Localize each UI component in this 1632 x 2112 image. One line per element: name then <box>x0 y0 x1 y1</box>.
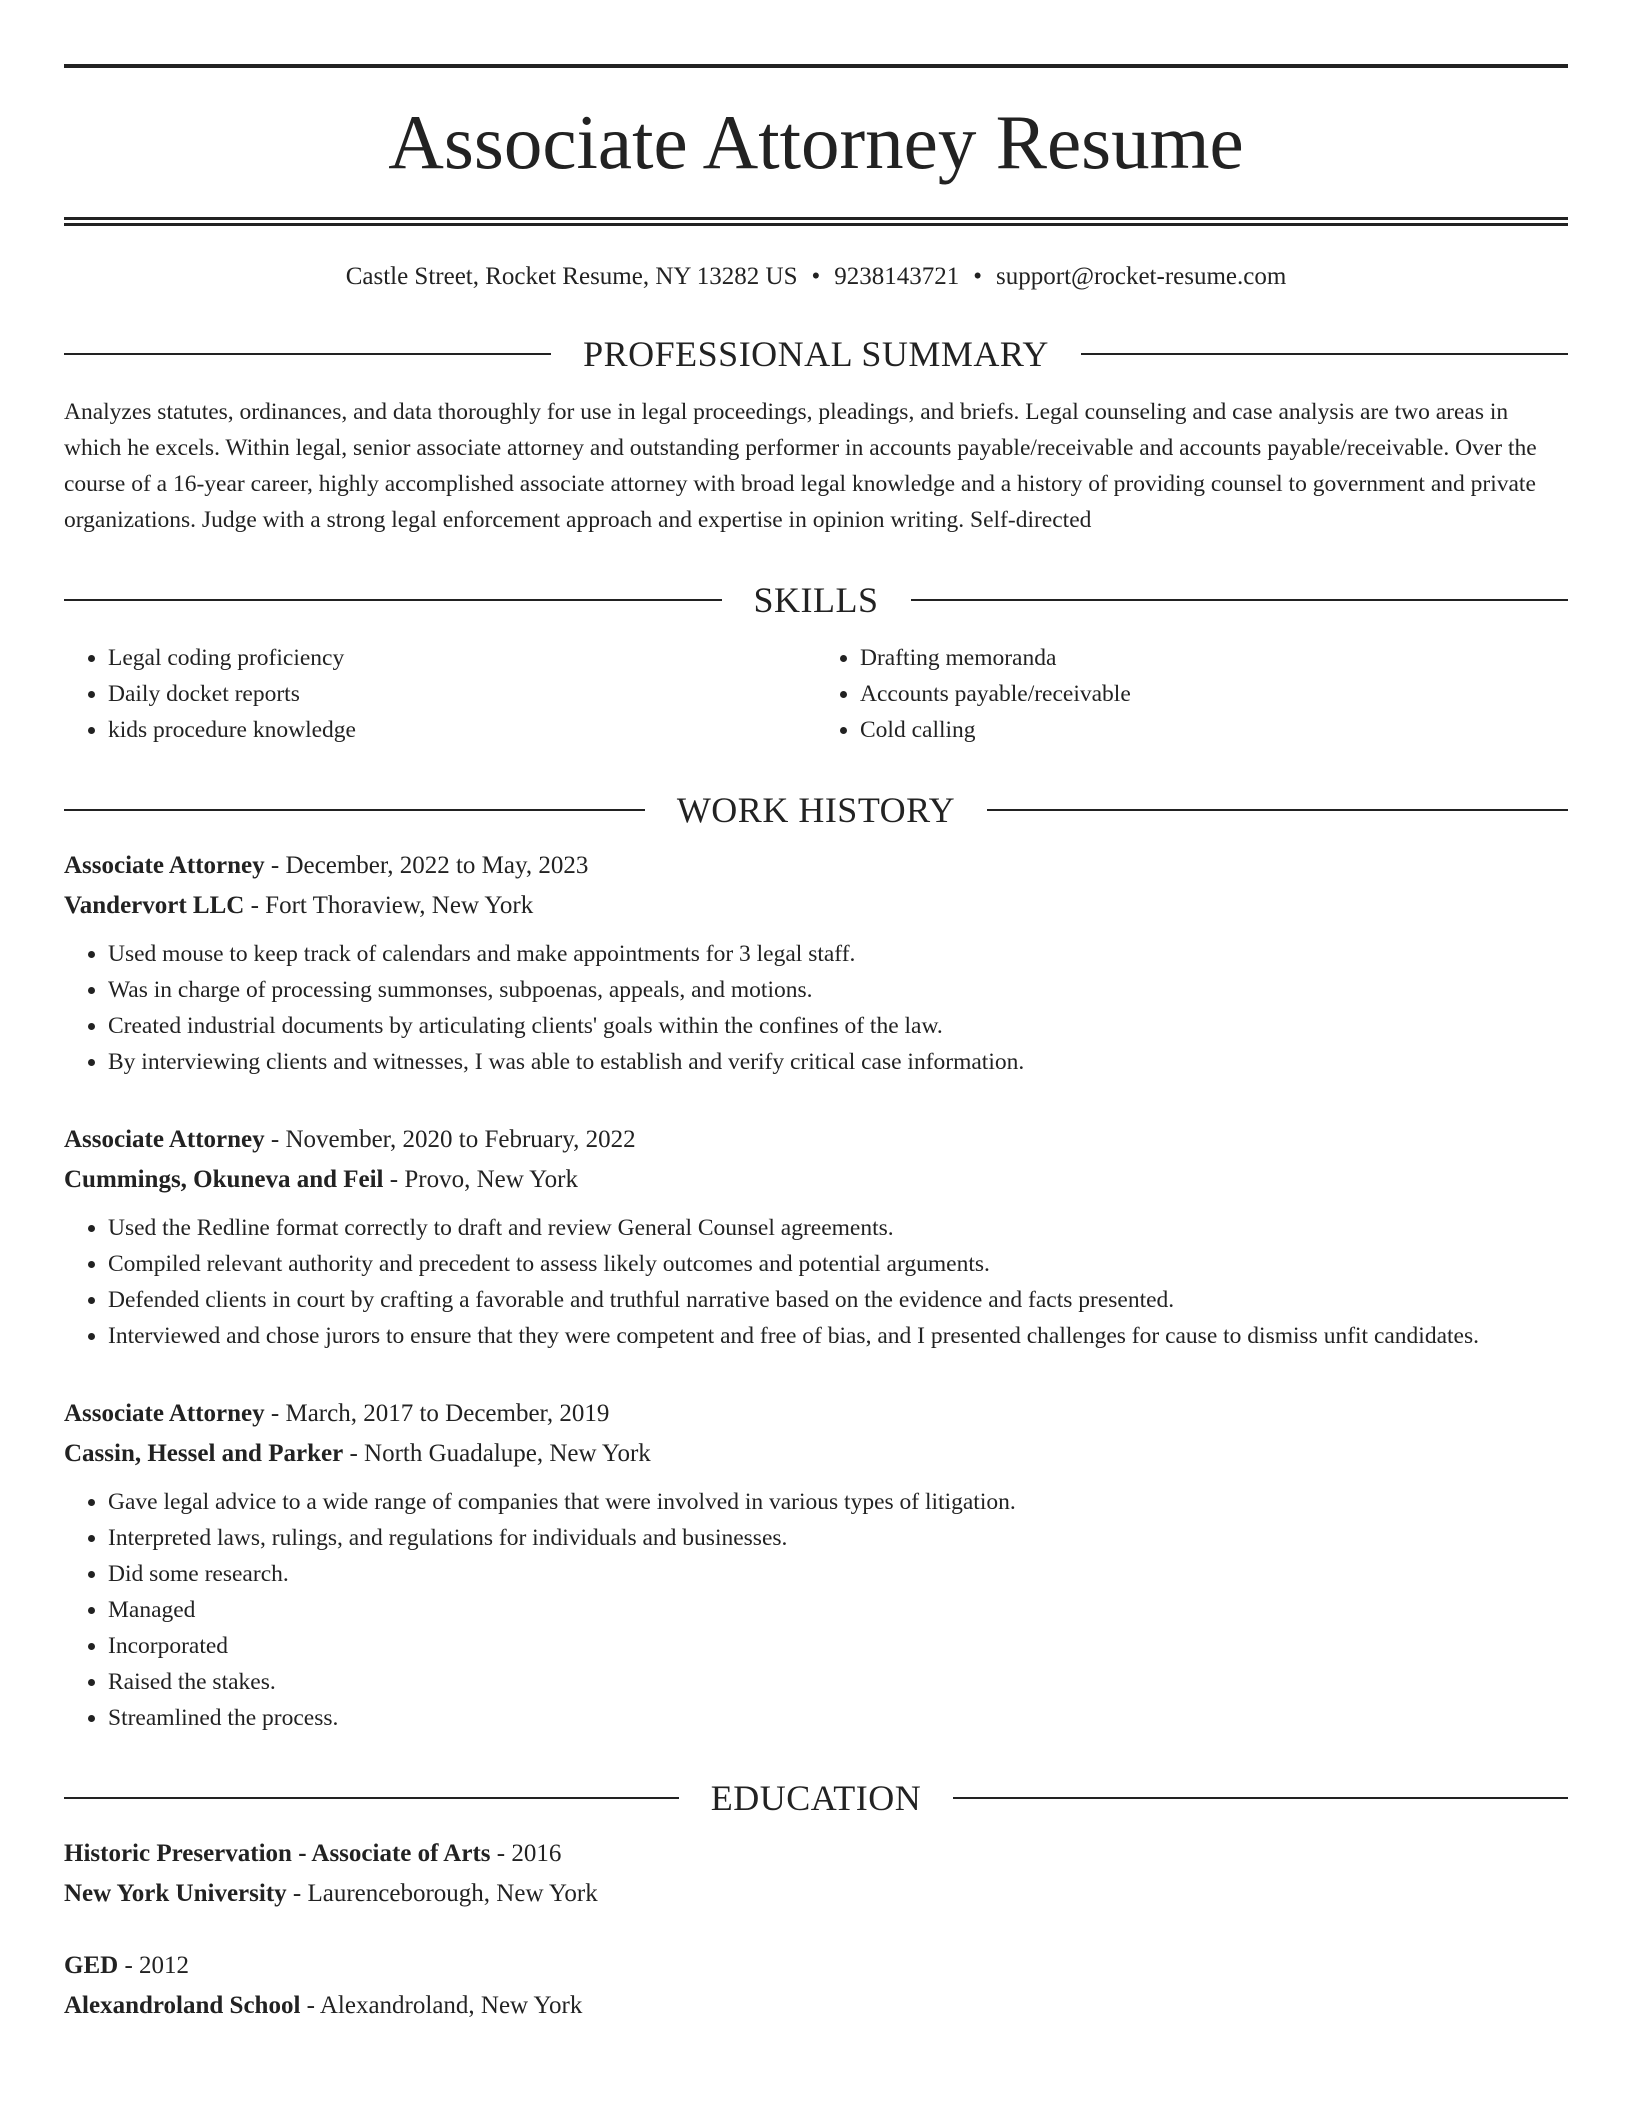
job-bullet: • Used mouse to keep track of calendars and make appointments for 3 legal staff. <box>108 936 1568 972</box>
heading-rule <box>64 353 551 355</box>
education-degree-line <box>64 1834 1568 1874</box>
job-title: Associate Attorney <box>64 1126 265 1153</box>
job-bullet: • Interviewed and chose jurors to ensure that they were competent and free of bias, and I presented challenges for cause to dismiss unfit candidates. <box>108 1318 1568 1354</box>
job-bullet: • By interviewing clients and witnesses, I was able to establish and verify critical case information. <box>108 1044 1568 1080</box>
job-company: Vandervort LLC <box>64 892 245 919</box>
heading-rule <box>1081 353 1568 355</box>
education-degree: Historic Preservation - Associate of Arts <box>64 1840 491 1867</box>
job-title: Associate Attorney <box>64 852 265 879</box>
job-bullet: • Created industrial documents by articulating clients' goals within the confines of the law. <box>108 1008 1568 1044</box>
education-school-line <box>64 1874 1568 1914</box>
skill-item: • Drafting memoranda <box>860 640 1568 676</box>
skill-item: • Legal coding proficiency <box>108 640 816 676</box>
job-bullet: • Used the Redline format correctly to draft and review General Counsel agreements. <box>108 1210 1568 1246</box>
job-entry <box>64 1120 1568 1354</box>
skill-item: • Accounts payable/receivable <box>860 676 1568 712</box>
job-company-line <box>64 1434 1568 1474</box>
top-rule <box>64 64 1568 68</box>
skill-item: • Daily docket reports <box>108 676 816 712</box>
job-bullet: • Streamlined the process. <box>108 1700 1568 1736</box>
job-location: - Provo, New York <box>383 1166 578 1193</box>
skills-column-left <box>64 640 816 748</box>
education-degree: GED <box>64 1952 119 1979</box>
skill-item: • Cold calling <box>860 712 1568 748</box>
heading-rule <box>911 599 1569 601</box>
job-entry <box>64 846 1568 1080</box>
contact-email[interactable]: support@rocket-resume.com <box>996 263 1287 290</box>
job-bullet: • Incorporated <box>108 1628 1568 1664</box>
education-year: - 2012 <box>118 1952 190 1979</box>
contact-phone: 9238143721 <box>834 263 960 290</box>
job-bullets <box>64 1210 1568 1354</box>
education-year: - 2016 <box>490 1840 562 1867</box>
job-dates: - March, 2017 to December, 2019 <box>264 1400 610 1427</box>
skill-item: • kids procedure knowledge <box>108 712 816 748</box>
work-heading-label: WORK HISTORY <box>676 790 956 830</box>
education-entry <box>64 1946 1568 2026</box>
job-company-line <box>64 886 1568 926</box>
job-title-line <box>64 1120 1568 1160</box>
contact-separator: • <box>811 263 821 290</box>
job-bullet: • Compiled relevant authority and precedent to assess likely outcomes and potential arguments. <box>108 1246 1568 1282</box>
summary-heading <box>64 336 1568 372</box>
heading-rule <box>953 1797 1568 1799</box>
job-dates: - December, 2022 to May, 2023 <box>264 852 589 879</box>
job-bullet: • Managed <box>108 1592 1568 1628</box>
job-bullet: • Was in charge of processing summonses, subpoenas, appeals, and motions. <box>108 972 1568 1008</box>
summary-text: Analyzes statutes, ordinances, and data thoroughly for use in legal proceedings, pleadings, and briefs. Legal counseling and case analysis are two areas in which he excels. Within legal, senior associate attorney and outstanding performer in accounts payable/receivable and accounts payable/receivable. Over the course of a 16-year career, highly accomplished associate attorney with broad legal knowledge and a history of providing counsel to government and private organizations. Judge with a strong legal enforcement approach and expertise in opinion writing. Self-directed <box>64 399 1537 533</box>
heading-rule <box>64 1797 679 1799</box>
skills-column-right <box>816 640 1568 748</box>
job-bullet: • Did some research. <box>108 1556 1568 1592</box>
job-bullets <box>64 1484 1568 1736</box>
job-bullet: • Defended clients in court by crafting a favorable and truthful narrative based on the evidence and facts presented. <box>108 1282 1568 1318</box>
contact-address: Castle Street, Rocket Resume, NY 13282 US <box>345 263 798 290</box>
heading-rule <box>64 599 722 601</box>
job-dates: - November, 2020 to February, 2022 <box>264 1126 636 1153</box>
education-school-line <box>64 1986 1568 2026</box>
education-heading-label: EDUCATION <box>710 1778 922 1818</box>
education-school: New York University <box>64 1880 287 1907</box>
job-bullet: • Raised the stakes. <box>108 1664 1568 1700</box>
page-title: Associate Attorney Resume <box>388 99 1244 185</box>
education-location: - Laurenceborough, New York <box>286 1880 598 1907</box>
education-degree-line <box>64 1946 1568 1986</box>
job-location: - North Guadalupe, New York <box>343 1440 651 1467</box>
education-school: Alexandroland School <box>64 1992 301 2019</box>
education-entry <box>64 1834 1568 1914</box>
heading-rule <box>987 809 1568 811</box>
double-rule <box>64 217 1568 226</box>
job-title: Associate Attorney <box>64 1400 265 1427</box>
job-bullets <box>64 936 1568 1080</box>
skills-list <box>64 640 1568 748</box>
education-location: - Alexandroland, New York <box>300 1992 583 2019</box>
job-bullet: • Gave legal advice to a wide range of companies that were involved in various types of litigation. <box>108 1484 1568 1520</box>
heading-rule <box>64 809 645 811</box>
contact-separator: • <box>973 263 983 290</box>
summary-heading-label: PROFESSIONAL SUMMARY <box>583 334 1049 374</box>
skills-heading <box>64 582 1568 618</box>
job-company: Cummings, Okuneva and Feil <box>64 1166 384 1193</box>
job-bullet: • Interpreted laws, rulings, and regulations for individuals and businesses. <box>108 1520 1568 1556</box>
contact-line <box>64 262 1568 292</box>
job-entry <box>64 1394 1568 1736</box>
job-company-line <box>64 1160 1568 1200</box>
job-company: Cassin, Hessel and Parker <box>64 1440 344 1467</box>
work-heading <box>64 792 1568 828</box>
education-heading <box>64 1780 1568 1816</box>
job-title-line <box>64 1394 1568 1434</box>
job-title-line <box>64 846 1568 886</box>
job-location: - Fort Thoraview, New York <box>244 892 534 919</box>
skills-heading-label: SKILLS <box>753 580 879 620</box>
